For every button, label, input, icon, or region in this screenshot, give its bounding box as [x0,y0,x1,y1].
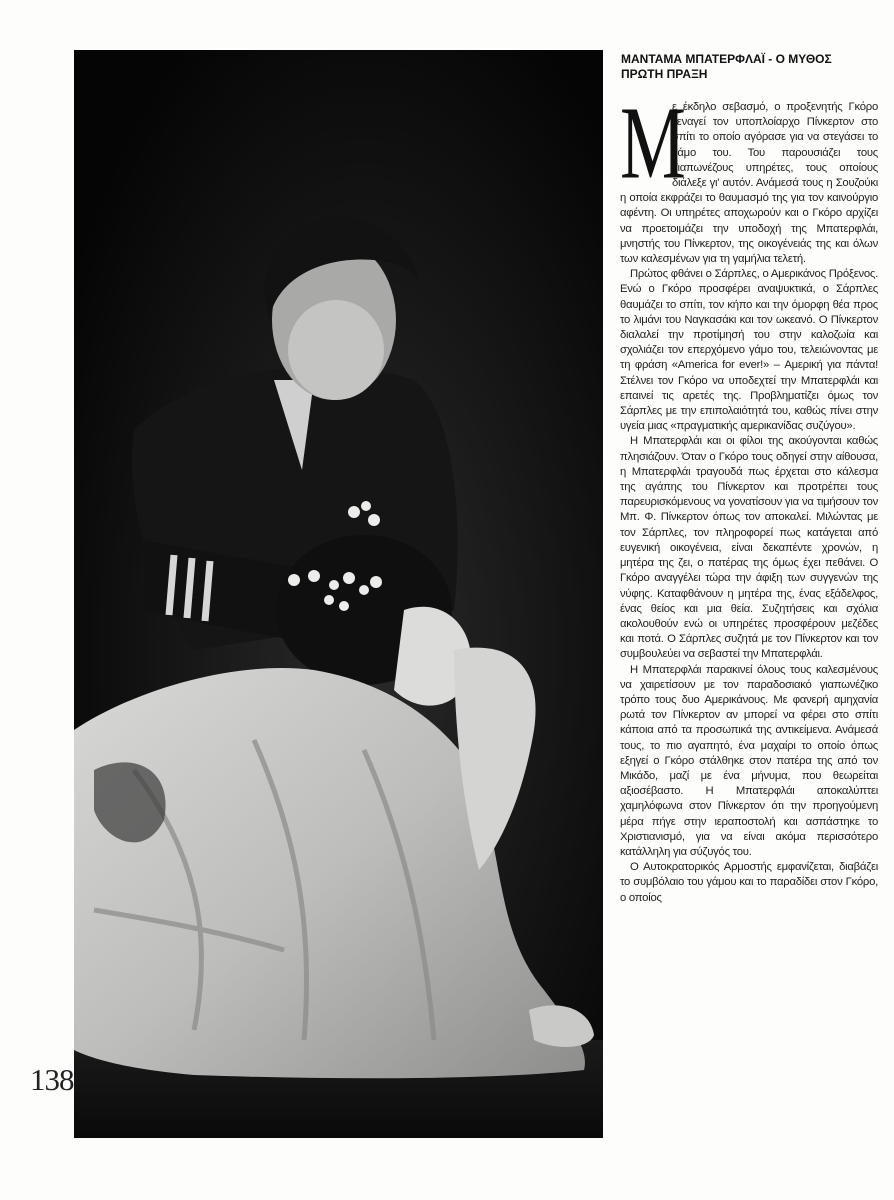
paragraph-3: Η Μπατερφλάι και οι φίλοι της ακούγονται καθώς πλησιάζουν. Όταν ο Γκόρο τους οδηγεί στην αίθουσα, η Μπατερφλάι τραγουδά πως έρχεται στο κάλεσμα της αγάπης του Πίνκερτον και προτρέπει τους παρευρισκόμενους να γονατίσουν για να τιμήσουν τον Μπ. Φ. Πίνκερτον όπως τον αποκαλεί. Μιλώντας με τον Σάρπλες, τον πληροφορεί πως κατάγεται από ευγενική οικογένεια, είναι δεκαπέντε χρονών, η μητέρα της ζει, ο πατέρας της όμως έχει πεθάνει. Ο Γκόρο αναγγέλει τώρα την άφιξη των συγγενών της νύφης. Καταφθάνουν η μητέρα της, ένας εξάδελφος, ένας θείος και μια θεία. Συζητήσεις και σχόλια ακολουθούν ενώ οι υπηρέτες προσφέρουν μεζέδες και ποτά. Ο Σάρπλες συζητά με τον Πίνκερτον και τον συμβουλεύει να σεβαστεί την Μπατερφλάι. [620,435,878,661]
drop-cap: Μ [620,100,686,202]
paragraph-4: Η Μπατερφλάι παρακινεί όλους τους καλεσμένους να χαιρετίσουν με τον παραδοσιακό γιαπωνέζικο τρόπο τους δυο Αμερικάνους. Με φανερή αμηχανία ρωτά τον Πίνκερτον αν μπορεί να φέρει στο σπίτι κάποια από τα προσωπικά της αντικείμενα. Ανάμεσά τους, το πιο αγαπητό, ένα μαχαίρι το οποίο όπως εξηγεί ο Γκόρο στάλθηκε στον πατέρα της από τον Μικάδο, μαζί με ένα μήνυμα, που θεωρείται αξιοσέβαστο. Η Μπατερφλάι αποκαλύπτει χαμηλόφωνα στον Πίνκερτον ότι την προηγούμενη μέρα πήγε στην ιεραποστολή και ασπάστηκε το Χριστιανισμό, για να είναι ακόμα περισσότερο κατάλληλη για σύζυγός του. [620,663,878,858]
paragraph-5: Ο Αυτοκρατορικός Αρμοστής εμφανίζεται, διαβάζει το συμβόλαιο του γάμου και το παραδίδει στον Γκόρο, ο οποίος [620,861,878,904]
paragraph-1-text: ε έκδηλο σεβασμό, ο προξενητής Γκόρο ξεναγεί τον υποπλοίαρχο Πίνκερτον στο σπίτι το οποίο αγόρασε για να στεγάσει το γάμο του. Του παρουσιάζει τους Γιαπωνέζους υπηρέτες, τους οποίους διάλεξε γι' αυτόν. Ανάμεσά τους η Σουζούκι η οποία εκφράζει το θαυμασμό της για τον καινούργιο αφέντη. Οι υπηρέτες αποχωρούν και ο Γκόρο αρχίζει να προετοιμάζει την υποδοχή της Μπατερφλάι, μνηστής του Πίνκερτον, της οικογένειάς της και όλων των καλεσμένων για τη γαμήλια τελετή. [620,101,878,266]
page-number: 138 [30,1062,74,1097]
paragraph-1 [620,100,878,267]
title-line-1: ΜΑΝΤΑΜΑ ΜΠΑΤΕΡΦΛΑΪ - Ο ΜΥΘΟΣ [621,52,832,66]
title-line-2: ΠΡΩΤΗ ΠΡΑΞΗ [621,67,708,81]
paragraph-2: Πρώτος φθάνει ο Σάρπλες, ο Αμερικάνος Πρόξενος. Ενώ ο Γκόρο προσφέρει αναψυκτικά, ο Σάρπλες θαυμάζει το σπίτι, τον κήπο και την όμορφη θέα προς το λιμάνι του Ναγκασάκι και τον ωκεανό. Ο Πίνκερτον διαλαλεί την προτίμησή του στην καλοζωία και σχολιάζει τον επερχόμενο γάμο του, τελειώνοντας με τη φράση «America for ever!» – Αμερική για πάντα! Στέλνει τον Γκόρο να υποδεχτεί την Μπατερφλάι και επαινεί τις αρετές της. Προβληματίζει όμως τον Σάρπλες με την επιπολαιότητά του, καθώς πίνει στην υγεία μιας «πραγματικής αμερικανίδας συζύγου». [620,268,878,433]
opera-scene-photo-icon [74,50,603,1138]
article-title [621,52,883,82]
opera-scene-photo [74,50,603,1138]
article-body [620,100,878,1150]
